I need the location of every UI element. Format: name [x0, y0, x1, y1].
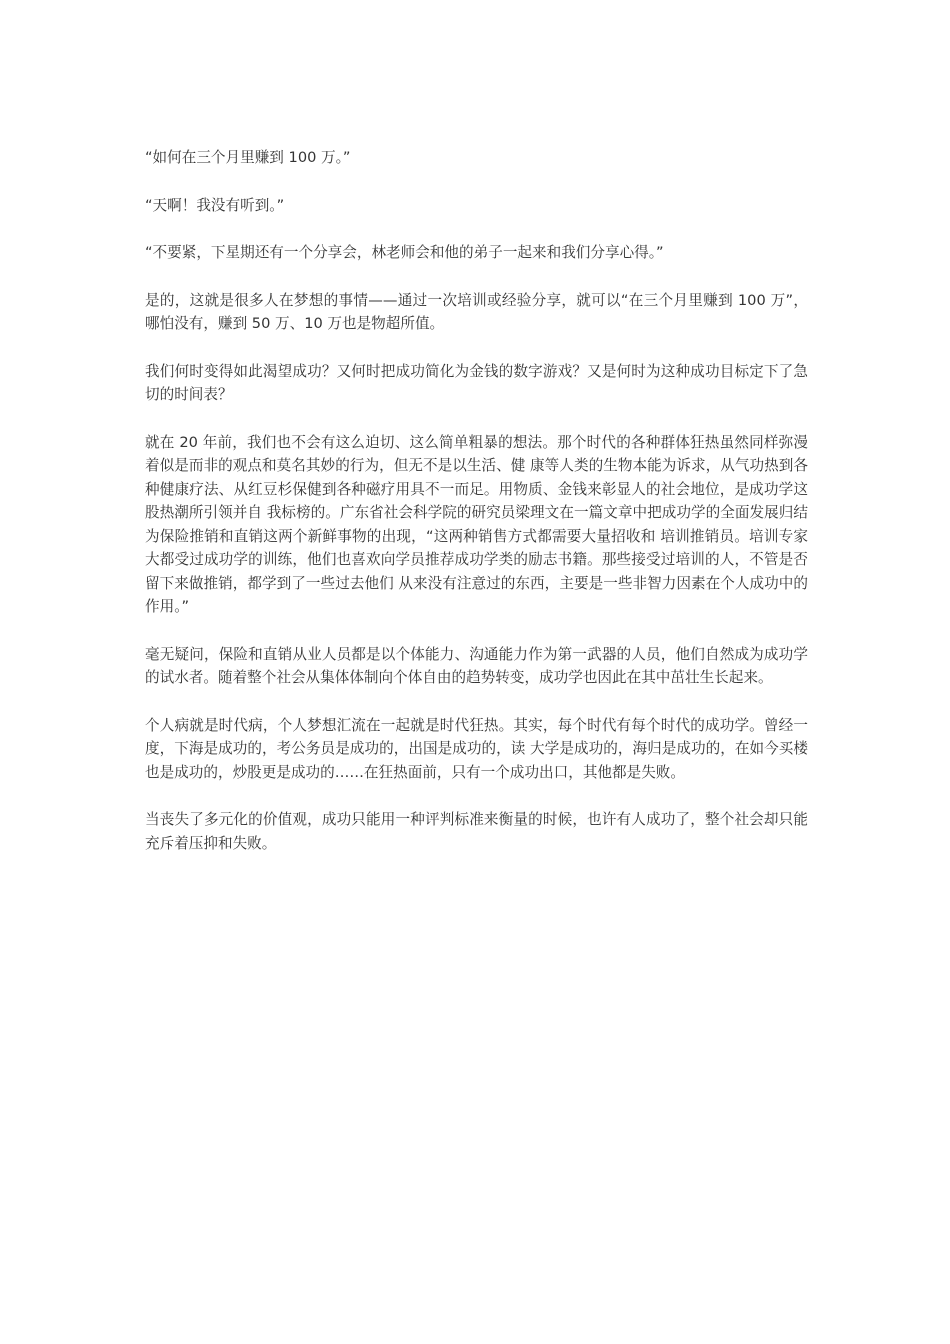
paragraph-8: 个人病就是时代病，个人梦想汇流在一起就是时代狂热。其实，每个时代有每个时代的成功学。曾经一度，下海是成功的，考公务员是成功的，出国是成功的，读 大学是成功的，海归是成功的，在如今买楼也是成功的，炒股更是成功的……在狂热面前，只有一个成功出口，其他都是失败。: [145, 716, 808, 781]
paragraph-3: “不要紧，下星期还有一个分享会，林老师会和他的弟子一起来和我们分享心得。”: [145, 244, 664, 261]
paragraph-2: “天啊！我没有听到。”: [145, 196, 285, 214]
paragraph-4: 是的，这就是很多人在梦想的事情——通过一次培训或经验分享，就可以“在三个月里赚到 100 万”，哪怕没有，赚到 50 万、10 万也是物超所值。: [145, 291, 808, 332]
paragraph-5: 我们何时变得如此渴望成功？又何时把成功简化为金钱的数字游戏？又是何时为这种成功目标定下了急切的时间表？: [145, 362, 808, 403]
paragraph-1: “如何在三个月里赚到 100 万。”: [145, 149, 351, 166]
paragraph-9: 当丧失了多元化的价值观，成功只能用一种评判标准来衡量的时候，也许有人成功了，整个社会却只能充斥着压抑和失败。: [145, 811, 808, 852]
article-body: [145, 146, 808, 879]
paragraph-6: 就在 20 年前，我们也不会有这么迫切、这么简单粗暴的想法。那个时代的各种群体狂热虽然同样弥漫着似是而非的观点和莫名其妙的行为，但无不是以生活、健 康等人类的生物本能为诉求，从气功热到各种健康疗法、从红豆杉保健到各种磁疗用具不一而足。用物质、金钱来彰显人的社会地位，是成功学这股热潮所引领并自 我标榜的。广东省社会科学院的研究员梁理文在一篇文章中把成功学的全面发展归结为保险推销和直销这两个新鲜事物的出现，“这两种销售方式都需要大量招收和 培训推销员。培训专家大都受过成功学的训练，他们也喜欢向学员推荐成功学类的励志书籍。那些接受过培训的人，不管是否留下来做推销，都学到了一些过去他们 从来没有注意过的东西，主要是一些非智力因素在个人成功中的作用。”: [145, 433, 808, 615]
paragraph-7: 毫无疑问，保险和直销从业人员都是以个体能力、沟通能力作为第一武器的人员，他们自然成为成功学的试水者。随着整个社会从集体体制向个体自由的趋势转变，成功学也因此在其中茁壮生长起来。: [145, 645, 808, 686]
